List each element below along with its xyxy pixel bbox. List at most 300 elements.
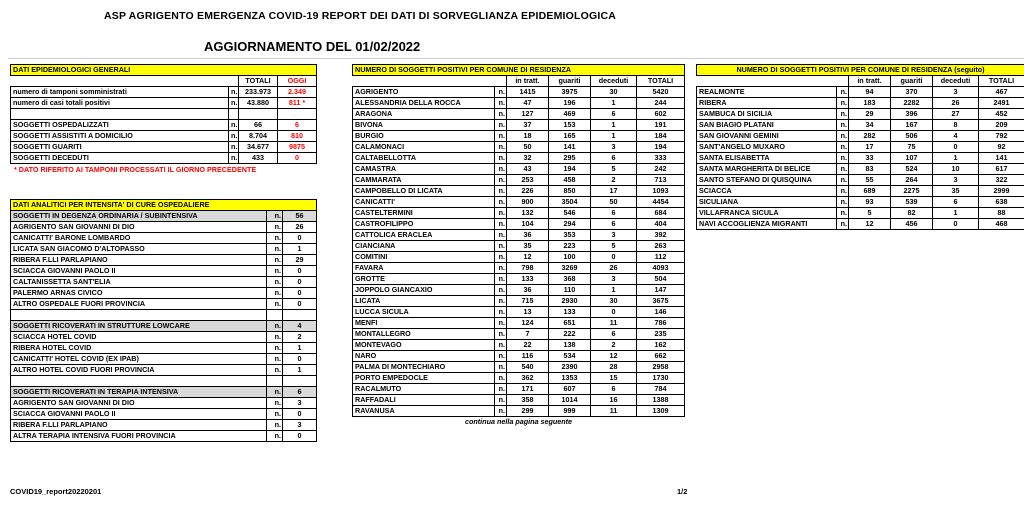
totali: 786: [637, 318, 685, 329]
row-unit: n.: [837, 219, 849, 230]
totali: 244: [637, 98, 685, 109]
table-row: [11, 211, 317, 222]
guariti: 546: [549, 208, 591, 219]
row-label: [11, 310, 267, 321]
table-row: [697, 175, 1024, 186]
row-unit: n.: [267, 332, 283, 343]
guariti: 1014: [549, 395, 591, 406]
deceduti: 11: [591, 318, 637, 329]
table-row: [697, 87, 1024, 98]
in-tratt: 34: [849, 120, 891, 131]
totali: 452: [979, 109, 1024, 120]
totali: 191: [637, 120, 685, 131]
row-label: numero di casi totali positivi: [11, 98, 229, 109]
table-row: [11, 222, 317, 233]
row-label: [11, 376, 267, 387]
table-row: [11, 398, 317, 409]
in-tratt: 689: [849, 186, 891, 197]
guariti: 194: [549, 164, 591, 175]
col-oggi: OGGI: [278, 76, 317, 87]
in-tratt: 299: [507, 406, 549, 417]
row-unit: n.: [495, 318, 507, 329]
totali: 88: [979, 208, 1024, 219]
table-row: [353, 340, 685, 351]
table-row: [11, 153, 317, 164]
row-value: 0: [283, 266, 317, 277]
table-row: [11, 244, 317, 255]
comune-name: CAMMARATA: [353, 175, 495, 186]
deceduti: 3: [591, 142, 637, 153]
comune-name: ARAGONA: [353, 109, 495, 120]
row-unit: n.: [267, 354, 283, 365]
row-unit: n.: [267, 277, 283, 288]
row-unit: n.: [229, 131, 239, 142]
row-value: 0: [283, 288, 317, 299]
row-unit: n.: [495, 285, 507, 296]
table-row: [697, 98, 1024, 109]
row-unit: n.: [495, 208, 507, 219]
comune-name: SANT'ANGELO MUXARO: [697, 142, 837, 153]
in-tratt: 12: [849, 219, 891, 230]
table-row: [353, 219, 685, 230]
table-row: [697, 153, 1024, 164]
deceduti: 1: [591, 131, 637, 142]
row-label: SOGGETTI GUARITI: [11, 142, 229, 153]
comune-name: RACALMUTO: [353, 384, 495, 395]
guariti: 167: [891, 120, 933, 131]
deceduti: 0: [933, 219, 979, 230]
comune-name: MONTEVAGO: [353, 340, 495, 351]
in-tratt: 83: [849, 164, 891, 175]
row-unit: n.: [267, 266, 283, 277]
table-row: [11, 109, 317, 120]
guariti: 396: [891, 109, 933, 120]
comune-name: CALAMONACI: [353, 142, 495, 153]
row-unit: n.: [495, 274, 507, 285]
totali: 112: [637, 252, 685, 263]
totali: 467: [979, 87, 1024, 98]
row-unit: n.: [495, 263, 507, 274]
row-unit: n.: [837, 142, 849, 153]
table-row: [353, 153, 685, 164]
col-in-tratt: in tratt.: [507, 76, 549, 87]
totali: 1730: [637, 373, 685, 384]
row-oggi: [278, 109, 317, 120]
row-oggi: 2.349: [278, 87, 317, 98]
row-unit: n.: [495, 351, 507, 362]
row-label: SOGGETTI DECEDUTI: [11, 153, 229, 164]
guariti: 141: [549, 142, 591, 153]
row-unit: [229, 109, 239, 120]
comune-name: CAMASTRA: [353, 164, 495, 175]
guariti: 2275: [891, 186, 933, 197]
comune-name: CIANCIANA: [353, 241, 495, 252]
row-value: 3: [283, 420, 317, 431]
row-unit: n.: [837, 164, 849, 175]
row-unit: n.: [267, 343, 283, 354]
table-row: [353, 263, 685, 274]
totali: 404: [637, 219, 685, 230]
comuni-continued-panel: [696, 64, 1024, 230]
guariti: 2930: [549, 296, 591, 307]
totali: 713: [637, 175, 685, 186]
comune-name: RAVANUSA: [353, 406, 495, 417]
in-tratt: 33: [849, 153, 891, 164]
row-totali: 43.880: [239, 98, 278, 109]
in-tratt: 55: [849, 175, 891, 186]
totali: 263: [637, 241, 685, 252]
row-unit: n.: [837, 186, 849, 197]
table-row: [353, 285, 685, 296]
in-tratt: 253: [507, 175, 549, 186]
row-label: SOGGETTI RICOVERATI IN STRUTTURE LOWCARE: [11, 321, 267, 332]
table-row: [353, 241, 685, 252]
deceduti: 3: [591, 274, 637, 285]
general-data-title: DATI EPIDEMIOLOGICI GENERALI: [11, 65, 317, 76]
guariti: 107: [891, 153, 933, 164]
table-row: [11, 266, 317, 277]
comune-name: SCIACCA: [697, 186, 837, 197]
row-totali: 66: [239, 120, 278, 131]
row-unit: n.: [495, 340, 507, 351]
row-unit: n.: [495, 142, 507, 153]
hospital-data-table: [10, 199, 317, 442]
row-unit: n.: [495, 98, 507, 109]
row-value: 0: [283, 354, 317, 365]
guariti: 539: [891, 197, 933, 208]
totali: 1309: [637, 406, 685, 417]
in-tratt: 32: [507, 153, 549, 164]
row-value: 1: [283, 343, 317, 354]
deceduti: 0: [591, 252, 637, 263]
in-tratt: 226: [507, 186, 549, 197]
row-unit: n.: [267, 299, 283, 310]
guariti: 458: [549, 175, 591, 186]
row-unit: [267, 310, 283, 321]
row-value: 29: [283, 255, 317, 266]
guariti: 2390: [549, 362, 591, 373]
table-row: [353, 109, 685, 120]
deceduti: 1: [933, 208, 979, 219]
row-totali: [239, 109, 278, 120]
totali: 3675: [637, 296, 685, 307]
row-unit: n.: [229, 153, 239, 164]
in-tratt: 183: [849, 98, 891, 109]
totali: 4093: [637, 263, 685, 274]
row-label: LICATA SAN GIACOMO D'ALTOPASSO: [11, 244, 267, 255]
deceduti: 2: [591, 340, 637, 351]
guariti: 82: [891, 208, 933, 219]
row-oggi: 9875: [278, 142, 317, 153]
col-guariti: guariti: [891, 76, 933, 87]
comune-name: CALTABELLOTTA: [353, 153, 495, 164]
col-totali: TOTALI: [239, 76, 278, 87]
row-unit: n.: [495, 362, 507, 373]
row-unit: n.: [837, 109, 849, 120]
table-row: [353, 120, 685, 131]
row-unit: n.: [495, 164, 507, 175]
row-unit: n.: [495, 230, 507, 241]
totali: 235: [637, 329, 685, 340]
hospital-data-panel: [10, 199, 316, 442]
table-row: [11, 365, 317, 376]
deceduti: 11: [591, 406, 637, 417]
general-data-panel: [10, 64, 316, 175]
guariti: 368: [549, 274, 591, 285]
table-row: [353, 318, 685, 329]
comune-name: SAMBUCA DI SICILIA: [697, 109, 837, 120]
totali: 617: [979, 164, 1024, 175]
report-header: ASP AGRIGENTO EMERGENZA COVID-19 REPORT DEI DATI DI SORVEGLIANZA EPIDEMIOLOGICA: [103, 10, 617, 22]
row-unit: n.: [229, 142, 239, 153]
row-label: CALTANISSETTA SANT'ELIA: [11, 277, 267, 288]
totali: 504: [637, 274, 685, 285]
comune-name: AGRIGENTO: [353, 87, 495, 98]
guariti: 506: [891, 131, 933, 142]
deceduti: 27: [933, 109, 979, 120]
comune-name: SICULIANA: [697, 197, 837, 208]
col-totali: TOTALI: [979, 76, 1024, 87]
in-tratt: 133: [507, 274, 549, 285]
row-unit: n.: [267, 233, 283, 244]
guariti: 651: [549, 318, 591, 329]
general-data-table: [10, 64, 317, 164]
row-value: 0: [283, 277, 317, 288]
table-row: [11, 299, 317, 310]
row-unit: n.: [495, 252, 507, 263]
guariti: 850: [549, 186, 591, 197]
table-row: [697, 197, 1024, 208]
totali: 333: [637, 153, 685, 164]
row-label: AGRIGENTO SAN GIOVANNI DI DIO: [11, 222, 267, 233]
table-row: [353, 274, 685, 285]
in-tratt: 7: [507, 329, 549, 340]
row-unit: n.: [495, 406, 507, 417]
row-unit: n.: [837, 87, 849, 98]
deceduti: 6: [591, 329, 637, 340]
guariti: 3975: [549, 87, 591, 98]
in-tratt: 93: [849, 197, 891, 208]
table-row: [353, 395, 685, 406]
comune-name: REALMONTE: [697, 87, 837, 98]
in-tratt: 127: [507, 109, 549, 120]
row-value: 6: [283, 387, 317, 398]
row-value: 3: [283, 398, 317, 409]
comune-name: GROTTE: [353, 274, 495, 285]
row-unit: n.: [267, 211, 283, 222]
row-unit: n.: [267, 222, 283, 233]
deceduti: 5: [591, 241, 637, 252]
col-totali: TOTALI: [637, 76, 685, 87]
in-tratt: 171: [507, 384, 549, 395]
guariti: 153: [549, 120, 591, 131]
totali: 5420: [637, 87, 685, 98]
table-row: [11, 87, 317, 98]
row-label: ALTRO HOTEL COVID FUORI PROVINCIA: [11, 365, 267, 376]
row-unit: n.: [267, 244, 283, 255]
hospital-data-title: DATI ANALITICI PER INTENSITA' DI CURE OSPEDALIERE: [11, 200, 317, 211]
row-label: [11, 109, 229, 120]
row-unit: n.: [267, 365, 283, 376]
guariti: 75: [891, 142, 933, 153]
guariti: 294: [549, 219, 591, 230]
deceduti: 3: [933, 87, 979, 98]
totali: 194: [637, 142, 685, 153]
row-unit: n.: [267, 431, 283, 442]
deceduti: 16: [591, 395, 637, 406]
guariti: 2282: [891, 98, 933, 109]
deceduti: 6: [591, 384, 637, 395]
in-tratt: 17: [849, 142, 891, 153]
table-row: [697, 186, 1024, 197]
row-unit: n.: [267, 420, 283, 431]
totali: 242: [637, 164, 685, 175]
in-tratt: 94: [849, 87, 891, 98]
row-value: 1: [283, 365, 317, 376]
in-tratt: 362: [507, 373, 549, 384]
comune-name: MONTALLEGRO: [353, 329, 495, 340]
table-row: [353, 197, 685, 208]
deceduti: 10: [933, 164, 979, 175]
deceduti: 30: [591, 296, 637, 307]
row-label: CANICATTI' BARONE LOMBARDO: [11, 233, 267, 244]
row-unit: n.: [837, 208, 849, 219]
row-unit: n.: [495, 131, 507, 142]
row-unit: n.: [267, 387, 283, 398]
comune-name: RAFFADALI: [353, 395, 495, 406]
table-row: [11, 321, 317, 332]
in-tratt: 47: [507, 98, 549, 109]
in-tratt: 43: [507, 164, 549, 175]
totali: 638: [979, 197, 1024, 208]
comuni-table: [352, 64, 685, 427]
in-tratt: 1415: [507, 87, 549, 98]
row-label: SCIACCA GIOVANNI PAOLO II: [11, 409, 267, 420]
guariti: 534: [549, 351, 591, 362]
table-row: [353, 131, 685, 142]
in-tratt: 36: [507, 230, 549, 241]
table-row: [353, 98, 685, 109]
table-row: [353, 164, 685, 175]
guariti: 264: [891, 175, 933, 186]
row-unit: n.: [229, 98, 239, 109]
totali: 209: [979, 120, 1024, 131]
table-row: [353, 296, 685, 307]
table-row: [353, 406, 685, 417]
row-value: 0: [283, 409, 317, 420]
row-unit: n.: [267, 255, 283, 266]
row-unit: n.: [495, 153, 507, 164]
row-label: SCIACCA GIOVANNI PAOLO II: [11, 266, 267, 277]
table-row: [353, 373, 685, 384]
deceduti: 8: [933, 120, 979, 131]
row-unit: n.: [837, 153, 849, 164]
table-row: [697, 208, 1024, 219]
row-value: 56: [283, 211, 317, 222]
in-tratt: 5: [849, 208, 891, 219]
guariti: 456: [891, 219, 933, 230]
table-row: [353, 175, 685, 186]
comuni-continued-title: NUMERO DI SOGGETTI POSITIVI PER COMUNE DI RESIDENZA (seguito): [697, 65, 1024, 76]
row-oggi: 0: [278, 153, 317, 164]
deceduti: 6: [591, 208, 637, 219]
comune-name: NAVI ACCOGLIENZA MIGRANTI: [697, 219, 837, 230]
guariti: 607: [549, 384, 591, 395]
table-row: [697, 219, 1024, 230]
col-deceduti: deceduti: [933, 76, 979, 87]
guariti: 469: [549, 109, 591, 120]
totali: 784: [637, 384, 685, 395]
comune-name: ALESSANDRIA DELLA ROCCA: [353, 98, 495, 109]
comuni-continued-table: [696, 64, 1024, 230]
totali: 184: [637, 131, 685, 142]
guariti: 100: [549, 252, 591, 263]
row-value: [283, 376, 317, 387]
in-tratt: 13: [507, 307, 549, 318]
row-unit: n.: [495, 296, 507, 307]
table-row: [353, 87, 685, 98]
in-tratt: 35: [507, 241, 549, 252]
totali: 468: [979, 219, 1024, 230]
totali: 662: [637, 351, 685, 362]
deceduti: 1: [591, 120, 637, 131]
row-unit: [267, 376, 283, 387]
deceduti: 0: [591, 307, 637, 318]
row-totali: 8.704: [239, 131, 278, 142]
row-value: 0: [283, 233, 317, 244]
deceduti: 26: [933, 98, 979, 109]
row-unit: n.: [495, 197, 507, 208]
guariti: 138: [549, 340, 591, 351]
guariti: 353: [549, 230, 591, 241]
deceduti: 5: [591, 164, 637, 175]
in-tratt: 36: [507, 285, 549, 296]
guariti: 3269: [549, 263, 591, 274]
row-label: SOGGETTI RICOVERATI IN TERAPIA INTENSIVA: [11, 387, 267, 398]
col-in-tratt: in tratt.: [849, 76, 891, 87]
comuni-title: NUMERO DI SOGGETTI POSITIVI PER COMUNE DI RESIDENZA: [353, 65, 685, 76]
row-unit: n.: [495, 186, 507, 197]
in-tratt: 798: [507, 263, 549, 274]
comune-name: JOPPOLO GIANCAXIO: [353, 285, 495, 296]
table-row: [11, 376, 317, 387]
row-label: SOGGETTI ASSISTITI A DOMICILIO: [11, 131, 229, 142]
row-unit: n.: [267, 321, 283, 332]
table-row: [353, 142, 685, 153]
totali: 602: [637, 109, 685, 120]
in-tratt: 18: [507, 131, 549, 142]
guariti: 222: [549, 329, 591, 340]
deceduti: 30: [591, 87, 637, 98]
guariti: 165: [549, 131, 591, 142]
row-value: 26: [283, 222, 317, 233]
guariti: 3504: [549, 197, 591, 208]
comune-name: MENFI: [353, 318, 495, 329]
row-oggi: 811 *: [278, 98, 317, 109]
row-totali: 34.677: [239, 142, 278, 153]
row-unit: n.: [229, 120, 239, 131]
row-label: ALTRA TERAPIA INTENSIVA FUORI PROVINCIA: [11, 431, 267, 442]
guariti: 524: [891, 164, 933, 175]
in-tratt: 22: [507, 340, 549, 351]
row-unit: n.: [495, 373, 507, 384]
comune-name: SANTA MARGHERITA DI BELICE: [697, 164, 837, 175]
deceduti: 0: [933, 142, 979, 153]
comune-name: CASTROFILIPPO: [353, 219, 495, 230]
table-row: [697, 131, 1024, 142]
in-tratt: 50: [507, 142, 549, 153]
totali: 4454: [637, 197, 685, 208]
